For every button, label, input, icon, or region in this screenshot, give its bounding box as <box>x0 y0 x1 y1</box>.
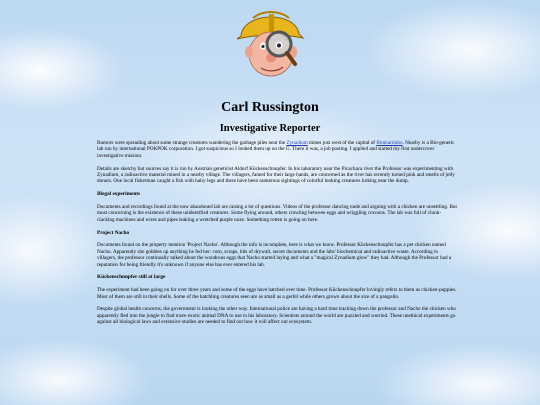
intro-paragraph: Rumors were spreading about some strange creatures wandering the garbage piles near the Zynadium mines just west of the capital of Bimbarimbo. Nearby is a Bio-genetic lab run by international POKPOK corporation. I got suspicious so I looked them up on the G. There it was, a job posting. I applied and started my first undercover investigative mission. <box>97 140 455 159</box>
section-body-still-at-large: The experiment had been going on for over three years and some of the eggs have hatched over time. Professor Kückenschnupfer lovingly refers to them as chicken-puppies. Most of them are still in their shells. Some of the hatchling creatures seen are as small as a gerbil while others grown about the size of a pangolin. <box>97 287 457 300</box>
reporter-role: Investigative Reporter <box>219 123 321 134</box>
section-heading-project-nacho: Project Nacho <box>97 229 130 236</box>
details-paragraph: Details are sketchy but sources say it is run by Austrian geneticist Aldorf Kückenschnupfer. In his laboratory near the Picachaca river the Professor was experimenting with Zynadium, a radioactive material mined in a nearby village. The villagers, famed for their large hands, are concerned as the river has recently turned pink and smells of jelly donuts. One local fisherman caught a fish with hairy legs and there have been numerous sightings of colorful looking creatures lurking near the dump. <box>97 165 455 185</box>
zynadium-link[interactable]: Zynadium <box>286 140 308 146</box>
reporter-name: Carl Russington <box>221 100 319 115</box>
closing-paragraph: Despite global health concerns, the government is looking the other way. International police are having a hard time tracking down the professor and Nacho the chicken who apparently fled into the jungle to find more exotic animal DNA to use in his laboratory. Scientists around the world are puzzled and worried. These unethical experiments go against all biological laws and extensive studies are needed to find out how it will affect our ecosystem. <box>97 306 456 326</box>
section-body-illegal-experiments: Documents and recordings found at the now abandoned lab are raising a lot of questions. Videos of the professor dancing nude and arguing with a chicken are unsettling. But most concerning is the existence of these unidentified creatures. Some flying around, others crawling between eggs and wriggling cocoons. The lab was full of clunk-clacking machines and wires and pipes leaking a wretched purple ooze. Something rotten is going on here. <box>97 204 457 223</box>
section-heading-illegal-experiments: Illegal experiments <box>97 191 141 198</box>
reporter-portrait <box>233 4 309 82</box>
section-body-project-nacho: Documents found on the property mention 'Project Nacho'. Although the info is incomplete, here is what we know. Professor Kückenschnupfer has a pet chicken named Nacho. Apparently she gobbles up anything he fed her: corn, scraps, bits of drywall, secret documents and the labs' biochemical and radioactive waste. According to villagers, the professor continually talked about the wondrous eggs that Nacho started laying and what a "magical Zynadium glow" they had. Although the Professor had a reputation for being friendly it's unknown if anyone else has ever entered his lab. <box>97 242 452 268</box>
section-heading-still-at-large: Kückenschnupfer still at large <box>97 274 166 281</box>
article-body <box>97 140 457 332</box>
bimbarimbo-link[interactable]: Bimbarimbo <box>376 140 403 146</box>
